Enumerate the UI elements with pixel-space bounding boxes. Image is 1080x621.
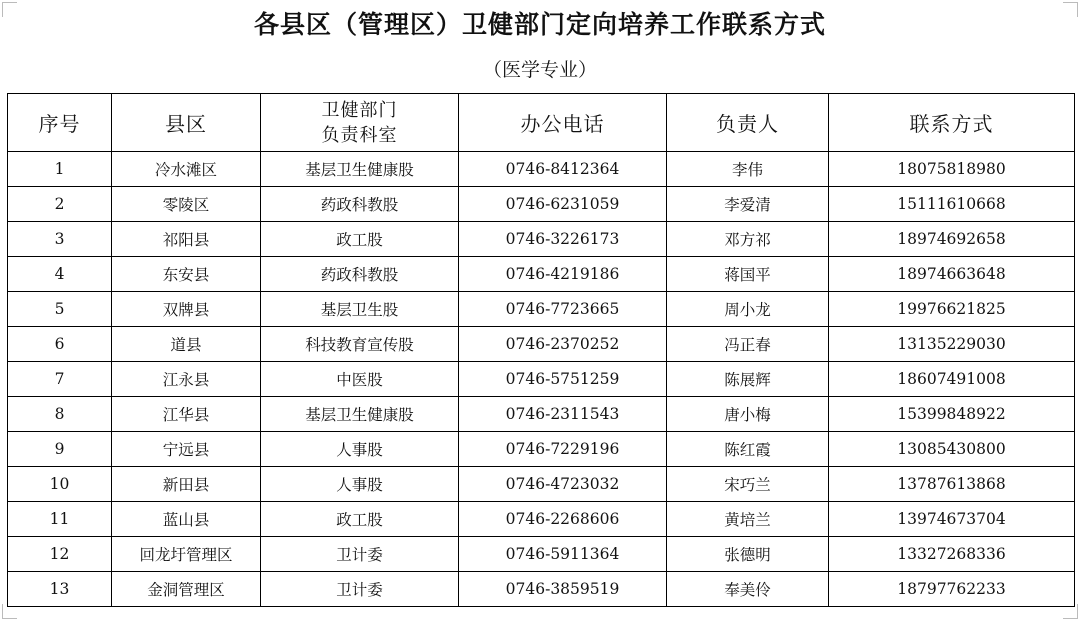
cell-dept: 药政科教股 [261,257,459,292]
cell-no: 8 [8,397,112,432]
table-row [8,292,1075,327]
cell-contact: 13787613868 [829,467,1075,502]
cell-phone: 0746-2268606 [459,502,667,537]
cell-phone: 0746-6231059 [459,187,667,222]
header-contact: 联系方式 [829,94,1075,152]
cell-contact: 13974673704 [829,502,1075,537]
cell-person: 张德明 [667,537,829,572]
cell-dept: 政工股 [261,502,459,537]
cell-county: 江华县 [112,397,261,432]
cell-county: 冷水滩区 [112,152,261,187]
cell-contact: 18797762233 [829,572,1075,607]
cell-no: 9 [8,432,112,467]
cell-dept: 卫计委 [261,572,459,607]
table-header-row [8,94,1075,152]
cell-contact: 13135229030 [829,327,1075,362]
table-row [8,257,1075,292]
cell-person: 奉美伶 [667,572,829,607]
cell-county: 双牌县 [112,292,261,327]
cell-dept: 基层卫生股 [261,292,459,327]
cell-person: 周小龙 [667,292,829,327]
cell-dept: 人事股 [261,467,459,502]
cell-person: 宋巧兰 [667,467,829,502]
header-no: 序号 [8,94,112,152]
cell-county: 零陵区 [112,187,261,222]
table-row [8,152,1075,187]
cell-county: 回龙圩管理区 [112,537,261,572]
cell-phone: 0746-8412364 [459,152,667,187]
cell-phone: 0746-3226173 [459,222,667,257]
cell-county: 蓝山县 [112,502,261,537]
header-dept-line2: 负责科室 [321,124,398,146]
cell-phone: 0746-5911364 [459,537,667,572]
cell-person: 邓方祁 [667,222,829,257]
cell-phone: 0746-5751259 [459,362,667,397]
cell-no: 13 [8,572,112,607]
cell-no: 3 [8,222,112,257]
cell-phone: 0746-2311543 [459,397,667,432]
table-row [8,502,1075,537]
cell-dept: 科技教育宣传股 [261,327,459,362]
cell-person: 陈红霞 [667,432,829,467]
cell-county: 新田县 [112,467,261,502]
document-title: 各县区（管理区）卫健部门定向培养工作联系方式 [253,10,826,39]
header-phone: 办公电话 [459,94,667,152]
cell-no: 6 [8,327,112,362]
cell-county: 江永县 [112,362,261,397]
cell-county: 金洞管理区 [112,572,261,607]
document-subtitle: （医学专业） [482,59,597,81]
cell-no: 12 [8,537,112,572]
cell-no: 5 [8,292,112,327]
header-dept [261,94,459,152]
cell-contact: 18607491008 [829,362,1075,397]
cell-contact: 19976621825 [829,292,1075,327]
cell-person: 唐小梅 [667,397,829,432]
table-row [8,467,1075,502]
cell-person: 蒋国平 [667,257,829,292]
cell-dept: 中医股 [261,362,459,397]
cell-phone: 0746-2370252 [459,327,667,362]
table-row [8,327,1075,362]
cell-dept: 药政科教股 [261,187,459,222]
cell-phone: 0746-7723665 [459,292,667,327]
cell-phone: 0746-7229196 [459,432,667,467]
header-county: 县区 [112,94,261,152]
table-row [8,222,1075,257]
cell-contact: 18974692658 [829,222,1075,257]
cell-contact: 15111610668 [829,187,1075,222]
cell-no: 11 [8,502,112,537]
cell-contact: 15399848922 [829,397,1075,432]
cell-county: 东安县 [112,257,261,292]
table-row [8,537,1075,572]
cell-person: 黄培兰 [667,502,829,537]
cell-person: 李伟 [667,152,829,187]
cell-contact: 13085430800 [829,432,1075,467]
table-row [8,432,1075,467]
table-row [8,362,1075,397]
cell-person: 冯正春 [667,327,829,362]
cell-no: 7 [8,362,112,397]
cell-contact: 13327268336 [829,537,1075,572]
table-row [8,572,1075,607]
cell-phone: 0746-3859519 [459,572,667,607]
table-body [8,152,1075,607]
header-dept-line1: 卫健部门 [321,99,398,121]
cell-no: 2 [8,187,112,222]
cell-person: 李爱清 [667,187,829,222]
header-person: 负责人 [667,94,829,152]
cell-county: 宁远县 [112,432,261,467]
cell-phone: 0746-4723032 [459,467,667,502]
cell-county: 祁阳县 [112,222,261,257]
table-row [8,397,1075,432]
contact-table [7,93,1075,607]
cell-dept: 人事股 [261,432,459,467]
cell-dept: 卫计委 [261,537,459,572]
cell-person: 陈展辉 [667,362,829,397]
cell-dept: 基层卫生健康股 [261,397,459,432]
cell-phone: 0746-4219186 [459,257,667,292]
table-row [8,187,1075,222]
cell-no: 1 [8,152,112,187]
cell-dept: 基层卫生健康股 [261,152,459,187]
cell-contact: 18075818980 [829,152,1075,187]
cell-no: 4 [8,257,112,292]
cell-no: 10 [8,467,112,502]
cell-contact: 18974663648 [829,257,1075,292]
cell-dept: 政工股 [261,222,459,257]
cell-county: 道县 [112,327,261,362]
